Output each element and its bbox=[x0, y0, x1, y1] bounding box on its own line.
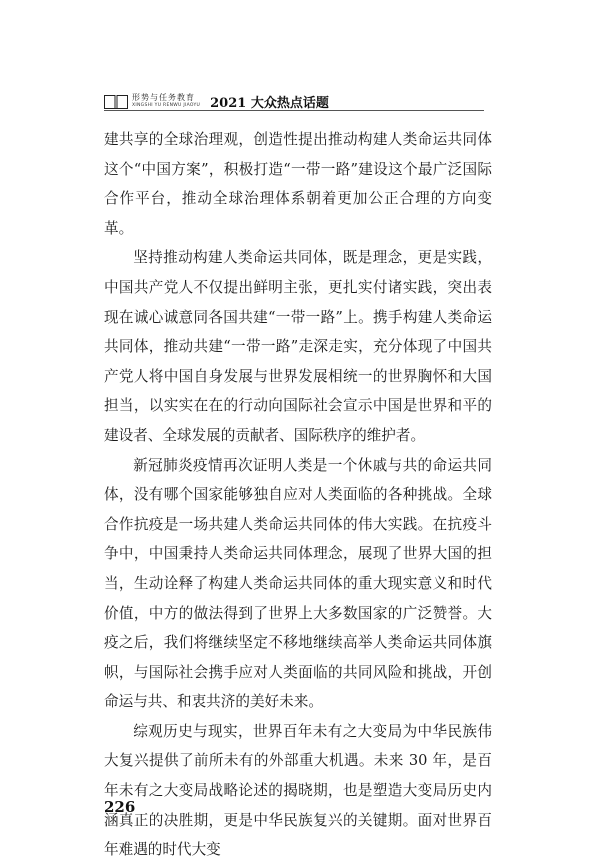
header-title: 2021 大众热点话题 bbox=[210, 96, 329, 111]
paragraph: 坚持推动构建人类命运共同体，既是理念，更是实践，中国共产党人不仅提出鲜明主张，更扎实付诸实践，突出表现在诚心诚意同各国共建“一带一路”上。携手构建人类命运共同体，推动共建“一带一路”走深走实，充分体现了中国共产党人将中国自身发展与世界发展相统一的世界胸怀和大国担当，以实实在在的行动向国际社会宣示中国是世界和平的建设者、全球发展的贡献者、国际秩序的维护者。 bbox=[104, 249, 492, 444]
page-number: 226 bbox=[104, 798, 136, 816]
header-divider bbox=[104, 110, 484, 111]
series-name: 形势与任务教育 bbox=[132, 93, 195, 103]
paragraph: 综观历史与现实，世界百年未有之大变局为中华民族伟大复兴提供了前所未有的外部重大机遇。未来 30 年，是百年未有之大变局战略论述的揭晓期，也是塑造大变局历史内涵真正的决胜期，更是中华民族复兴的关键期。面对世界百年难遇的时代大变 bbox=[104, 722, 492, 859]
running-header bbox=[104, 92, 329, 111]
series-pinyin: XINGSHI YU RENWU JIAOYU bbox=[132, 103, 201, 109]
paragraph: 新冠肺炎疫情再次证明人类是一个休戚与共的命运共同体，没有哪个国家能够独自应对人类面临的各种挑战。全球合作抗疫是一场共建人类命运共同体的伟大实践。在抗疫斗争中，中国秉持人类命运共同体理念，展现了世界大国的担当，生动诠释了构建人类命运共同体的重大现实意义和时代价值，中方的做法得到了世界上大多数国家的广泛赞誉。大疫之后，我们将继续坚定不移地继续高举人类命运共同体旗帜，与国际社会携手应对人类面临的共同风险和挑战，开创命运与共、和衷共济的美好未来。 bbox=[104, 456, 492, 711]
open-book-icon bbox=[104, 95, 128, 109]
series-label bbox=[132, 94, 200, 109]
body-text bbox=[104, 125, 492, 865]
paragraph: 建共享的全球治理观，创造性提出推动构建人类命运共同体这个“中国方案”，积极打造“一带一路”建设这个最广泛国际合作平台，推动全球治理体系朝着更加公正合理的方向变革。 bbox=[104, 131, 492, 237]
